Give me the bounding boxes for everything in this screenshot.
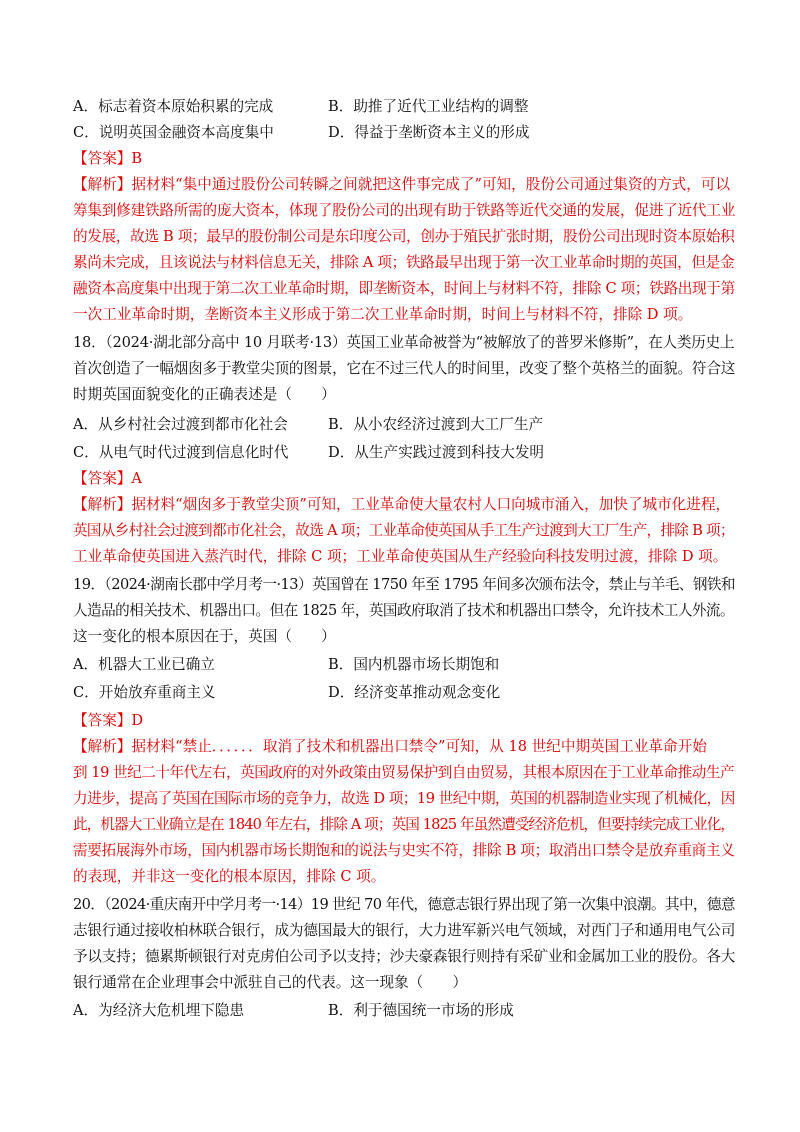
q19-stem-line: 人造品的相关技术、机器出口。但在 1825 年，英国政府取消了技术和机器出口禁令，允许技术工人外流。	[73, 602, 734, 619]
q17-analysis-line: 累尚未完成，且该说法与材料信息无关，排除 A 项；铁路最早出现于第一次工业革命时期的英国，但是金	[73, 254, 735, 271]
q18-option-d: D．从生产实践过渡到科技大发明	[328, 444, 545, 461]
q19-analysis-line: 此，机器大工业确立是在 1840 年左右，排除 A 项；英国 1825 年虽然遭受经济危机，但要持续完成工业化，	[73, 816, 735, 833]
q19-analysis-line: 到 19 世纪二十年代左右，英国政府的对外政策由贸易保护到自由贸易，其根本原因在于工业革命推动生产	[73, 764, 735, 781]
q19-analysis-line: 力进步，提高了英国在国际市场的竞争力，故选 D 项；19 世纪中期，英国的机器制造业实现了机械化，因	[73, 790, 735, 807]
q19-stem-line: 这一变化的根本原因在于，英国（ ）	[73, 628, 336, 645]
q20-option-b: B．利于德国统一市场的形成	[328, 1002, 514, 1019]
q20-stem-line: 志银行通过接收柏林联合银行，成为德国最大的银行，大力进军新兴电气领域，对西门子和通用电气公司	[73, 922, 736, 939]
q19-stem-line: 19．（2024·湖南长郡中学月考一·13）英国曾在 1750 年至 1795 年间多次颁布法令，禁止与羊毛、钢铁和	[73, 576, 735, 593]
q17-analysis-line: 【解析】据材料“集中通过股份公司转瞬之间就把这件事完成了”可知，股份公司通过集资的方式，可以	[73, 176, 731, 193]
q19-answer: 【答案】D	[73, 712, 144, 729]
q17-analysis-line: 一次工业革命时期，垄断资本主义形成于第二次工业革命时期，时间上与材料不符，排除 D 项。	[73, 306, 693, 323]
q20-option-a: A．为经济大危机埋下隐患	[73, 1002, 245, 1019]
q18-stem-line: 时期英国面貌变化的正确表述是（ ）	[73, 386, 336, 403]
q19-option-a: A．机器大工业已确立	[73, 656, 215, 673]
q18-option-b: B．从小农经济过渡到大工厂生产	[328, 416, 544, 433]
q19-analysis-line: 【解析】据材料“禁止．．．．．．取消了技术和机器出口禁令”可知，从 18 世纪中期英国工业革命开始	[73, 738, 707, 755]
q19-option-b: B．国内机器市场长期饱和	[328, 656, 500, 673]
q20-stem-line: 20．（2024·重庆南开中学月考一·14）19 世纪 70 年代，德意志银行界出现了第一次集中浪潮。其中，德意	[73, 896, 735, 913]
q18-stem-line: 18．（2024·湖北部分高中 10 月联考·13）英国工业革命被誉为“被解放了的普罗米修斯”，在人类历史上	[73, 334, 735, 351]
q19-option-d: D．经济变革推动观念变化	[328, 684, 501, 701]
q19-option-c: C．开始放弃重商主义	[73, 684, 216, 701]
q18-analysis-line: 工业革命使英国进入蒸汽时代，排除 C 项；工业革命使英国从生产经验向科技发明过渡，排除 D 项。	[73, 548, 728, 565]
q17-answer: 【答案】B	[73, 150, 143, 167]
q18-answer: 【答案】A	[73, 470, 142, 487]
q17-option-d: D．得益于垄断资本主义的形成	[328, 124, 530, 141]
q17-analysis-line: 的发展，故选 B 项；最早的股份制公司是东印度公司，创办于殖民扩张时期，股份公司出现时资本原始积	[73, 228, 735, 245]
q17-option-a: A．标志着资本原始积累的完成	[73, 98, 274, 115]
q19-analysis-line: 的表现，并非这一变化的根本原因，排除 C 项。	[73, 868, 386, 885]
q18-analysis-line: 【解析】据材料“烟囱多于教堂尖顶”可知，工业革命使大量农村人口向城市涌入，加快了城市化进程，	[73, 496, 731, 513]
q18-option-a: A．从乡村社会过渡到都市化社会	[73, 416, 288, 433]
q20-stem-line: 银行通常在企业理事会中派驻自己的代表。这一现象（ ）	[73, 974, 468, 991]
q18-analysis-line: 英国从乡村社会过渡到都市化社会，故选 A 项；工业革命使英国从手工生产过渡到大工厂生产，排除 B 项；	[73, 522, 734, 539]
q17-analysis-line: 融资本高度集中出现于第二次工业革命时期，即垄断资本，时间上与材料不符，排除 C 项；铁路出现于第	[73, 280, 735, 297]
q17-analysis-line: 筹集到修建铁路所需的庞大资本，体现了股份公司的出现有助于铁路等近代交通的发展，促进了近代工业	[73, 202, 736, 219]
q18-option-c: C．从电气时代过渡到信息化时代	[73, 444, 289, 461]
q19-analysis-line: 需要拓展海外市场，国内机器市场长期饱和的说法与史实不符，排除 B 项；取消出口禁令是放弃重商主义	[73, 842, 735, 859]
q20-stem-line: 予以支持；德累斯顿银行对克虏伯公司予以支持；沙夫豪森银行则持有采矿业和金属加工业的股份。各大	[73, 948, 736, 965]
q18-stem-line: 首次创造了一幅烟囱多于教堂尖顶的图景，它在不过三代人的时间里，改变了整个英格兰的面貌。符合这	[73, 360, 736, 377]
q17-option-c: C．说明英国金融资本高度集中	[73, 124, 274, 141]
q17-option-b: B．助推了近代工业结构的调整	[328, 98, 529, 115]
